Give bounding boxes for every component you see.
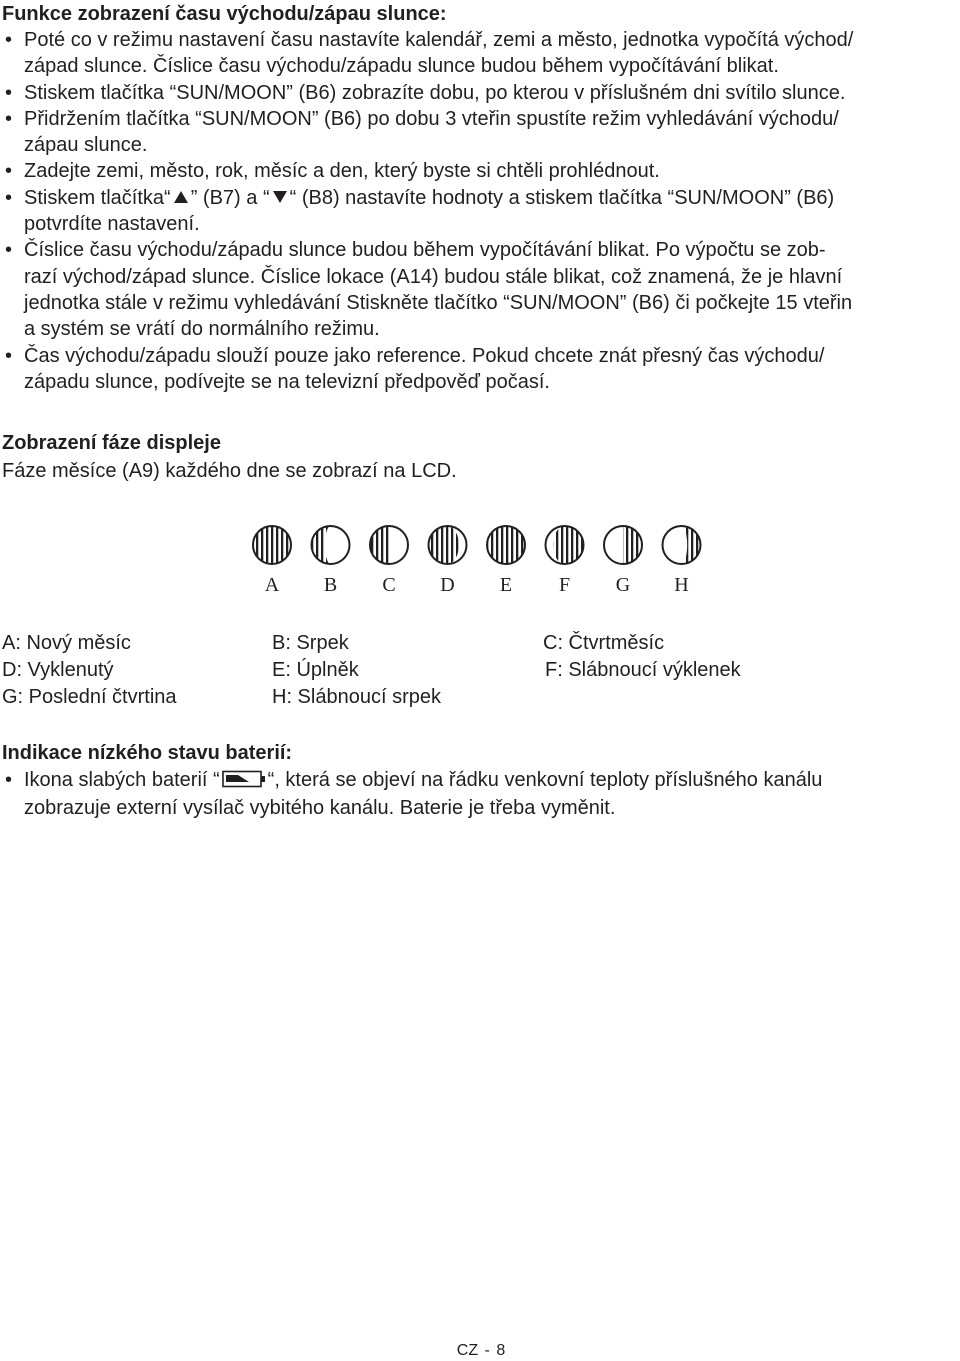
bullet-glyph: • [5, 81, 13, 104]
legend-item: D: Vyklenutý [2, 659, 114, 681]
list-item-line: Poté co v režimu nastavení času nastavíte kalendář, zemi a město, jednotka vypočítá východ/ [24, 29, 854, 51]
moon-phase-letter: C [382, 574, 396, 596]
moon-phase-icon [546, 526, 584, 564]
bullet-glyph: • [5, 29, 13, 51]
moon-section-text: Fáze měsíce (A9) každého dne se zobrazí na LCD. [2, 460, 457, 482]
moon-phase-letter: F [558, 574, 571, 596]
list-item-line: Přidržením tlačítka “SUN/MOON” (B6) po dobu 3 vteřin spustíte režim vyhledávání východu/ [24, 107, 839, 130]
list-item [0, 237, 960, 342]
sun-section-list [0, 27, 960, 395]
list-item-text: “ (B8) nastavíte hodnoty a stiskem tlačítka “SUN/MOON” (B6) [289, 186, 835, 209]
moon-phase-icon [312, 526, 350, 564]
list-item-text: Ikona slabých baterií “ [24, 769, 220, 791]
list-item-line: Číslice času východu/západu slunce budou během vypočítávání blikat. Po výpočtu se zob- [24, 239, 826, 262]
arrow-up-icon [174, 191, 188, 203]
battery-section-list [0, 766, 960, 822]
battery-low-icon [222, 770, 266, 788]
footer-separator: - [484, 1342, 490, 1359]
moon-phase-letter: H [674, 574, 689, 596]
list-item-line: Stiskem tlačítka “SUN/MOON” (B6) zobrazíte dobu, po kterou v příslušném dni svítilo slunce. [24, 81, 846, 104]
moon-section-heading: Zobrazení fáze displeje [2, 432, 221, 454]
list-item-line: a systém se vrátí do normálního režimu. [24, 318, 380, 341]
battery-section-heading: Indikace nízkého stavu baterií: [2, 742, 293, 764]
list-item-text: ” (B7) a “ [190, 186, 270, 209]
list-item-line: západ slunce. Číslice času východu/západu slunce budou během vypočítávání blikat. [24, 55, 779, 78]
moon-phase-icon [429, 526, 467, 564]
page-footer [0, 1341, 960, 1361]
list-item-line: Čas východu/západu slouží pouze jako reference. Pokud chcete znát přesný čas východu/ [24, 344, 825, 367]
list-item [0, 27, 960, 80]
list-item-line [24, 185, 960, 211]
legend-item: A: Nový měsíc [2, 632, 131, 654]
moon-phase-icon [370, 526, 408, 564]
moon-phase-letter: A [264, 574, 280, 596]
list-item [0, 106, 960, 159]
arrow-down-icon [273, 191, 287, 203]
list-item-line: Zadejte zemi, město, rok, měsíc a den, který byste si chtěli prohlédnout. [24, 160, 660, 183]
list-item-line: západu slunce, podívejte se na televizní předpověď počasí. [24, 370, 550, 393]
list-item-line: potvrdíte nastavení. [24, 213, 200, 236]
list-item [0, 766, 960, 822]
bullet-glyph: • [5, 769, 13, 791]
sun-section-heading: Funkce zobrazení času východu/zápau slunce: [2, 3, 447, 25]
bullet-glyph: • [5, 186, 13, 209]
moon-phase-icon [604, 526, 642, 564]
list-item-text: “, která se objeví na řádku venkovní teploty příslušného kanálu [267, 769, 823, 791]
bullet-glyph: • [5, 344, 13, 367]
legend-item: E: Úplněk [272, 659, 359, 681]
moon-phase-letter: E [499, 574, 513, 596]
moon-phase-letter: D [440, 574, 455, 596]
list-item-line: zápau slunce. [24, 134, 148, 157]
list-item-line [24, 766, 960, 794]
list-item-line: razí východ/západ slunce. Číslice lokace (A14) budou stále blikat, což znamená, že je hlavní [24, 265, 843, 288]
moon-phase-letter: G [615, 574, 631, 596]
legend-item: B: Srpek [272, 632, 349, 654]
moon-phase-figure [245, 522, 705, 600]
list-item [0, 80, 960, 106]
list-item [0, 185, 960, 238]
moon-phase-icon [253, 526, 291, 564]
moon-phase-icon [663, 526, 701, 564]
footer-lang: CZ [456, 1342, 479, 1359]
list-item-text: Stiskem tlačítka“ [24, 186, 171, 209]
page-number: 8 [496, 1342, 506, 1359]
legend-item: C: Čtvrtměsíc [543, 632, 665, 654]
moon-phase-icon [487, 526, 525, 564]
bullet-glyph: • [5, 107, 13, 130]
list-item [0, 343, 960, 396]
bullet-glyph: • [5, 160, 13, 183]
moon-phase-letter: B [323, 574, 338, 596]
list-item [0, 158, 960, 184]
list-item-line: zobrazuje externí vysílač vybitého kanálu. Baterie je třeba vyměnit. [24, 797, 616, 819]
list-item-line: jednotka stále v režimu vyhledávání Stiskněte tlačítko “SUN/MOON” (B6) či počkejte 15 vteřin [24, 291, 853, 314]
bullet-glyph: • [5, 239, 13, 262]
legend-item: H: Slábnoucí srpek [272, 686, 441, 708]
legend-item: G: Poslední čtvrtina [2, 686, 177, 708]
legend-item: F: Slábnoucí výklenek [545, 659, 741, 681]
